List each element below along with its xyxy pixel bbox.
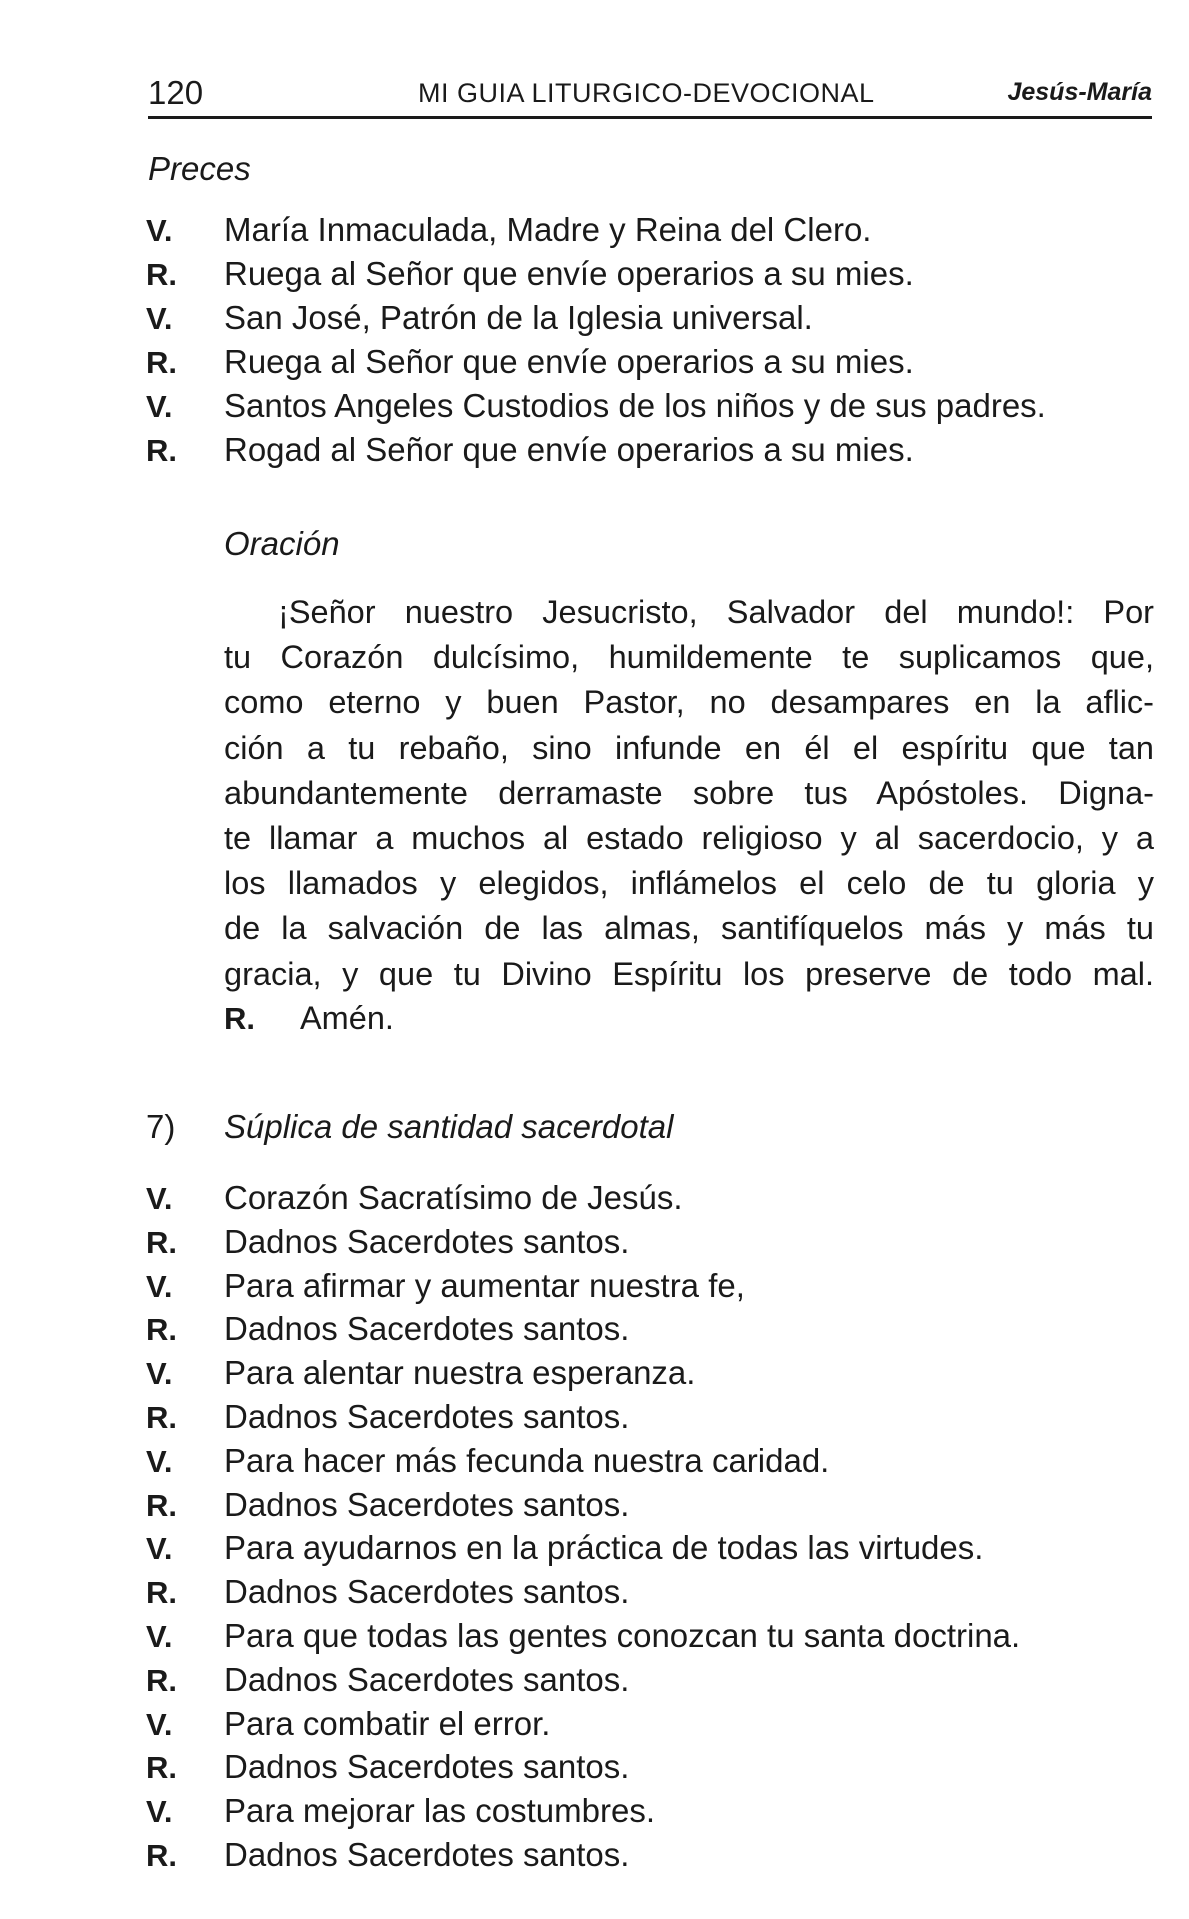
preces-list xyxy=(146,208,1046,472)
versicle-mark: V. xyxy=(146,1443,173,1479)
paragraph-line: como eterno y buen Pastor, no desampares en la aflic- xyxy=(224,684,1154,721)
versicle-mark: V. xyxy=(146,1531,173,1567)
line-text: Dadnos Sacerdotes santos. xyxy=(224,1222,630,1260)
list-item xyxy=(146,384,1046,428)
line-text: Para alentar nuestra esperanza. xyxy=(224,1354,696,1392)
versicle-mark: V. xyxy=(146,1794,173,1830)
oracion-heading: Oración xyxy=(224,525,340,562)
line-text: San José, Patrón de la Iglesia universal. xyxy=(224,299,813,336)
response-mark: R. xyxy=(146,1750,177,1786)
line-text: Para mejorar las costumbres. xyxy=(224,1792,655,1830)
list-item xyxy=(146,1395,1020,1439)
running-subtitle: Jesús-María xyxy=(1007,78,1152,106)
versicle-mark: V. xyxy=(146,1618,173,1654)
amen-line xyxy=(224,1000,394,1037)
list-item xyxy=(146,1614,1020,1658)
list-item xyxy=(146,340,1046,384)
line-text: Para afirmar y aumentar nuestra fe, xyxy=(224,1266,745,1304)
line-text: Para hacer más fecunda nuestra caridad. xyxy=(224,1441,830,1479)
oracion-paragraph xyxy=(224,590,1154,997)
list-item xyxy=(146,1264,1020,1308)
paragraph-line: tu Corazón dulcísimo, humildemente te suplicamos que, xyxy=(224,639,1154,676)
paragraph-line: abundantemente derramaste sobre tus Apóstoles. Digna- xyxy=(224,774,1154,811)
line-text: Dadnos Sacerdotes santos. xyxy=(224,1310,630,1348)
paragraph-line: te llamar a muchos al estado religioso y al sacerdocio, y a xyxy=(224,820,1154,857)
versicle-mark: V. xyxy=(146,213,173,248)
suplica-heading xyxy=(146,1108,673,1146)
line-text: Dadnos Sacerdotes santos. xyxy=(224,1835,630,1873)
list-item xyxy=(146,1483,1020,1527)
running-title: MI GUIA LITURGICO-DEVOCIONAL xyxy=(418,78,875,108)
response-mark: R. xyxy=(146,1224,177,1260)
versicle-mark: V. xyxy=(146,1268,173,1304)
list-item xyxy=(146,1745,1020,1789)
line-text: Para que todas las gentes conozcan tu santa doctrina. xyxy=(224,1616,1021,1654)
line-text: Dadnos Sacerdotes santos. xyxy=(224,1485,630,1523)
list-item xyxy=(146,208,1046,252)
line-text: Ruega al Señor que envíe operarios a su mies. xyxy=(224,343,914,380)
page-number: 120 xyxy=(148,74,204,111)
list-item xyxy=(146,1526,1020,1570)
preces-heading: Preces xyxy=(148,150,251,187)
line-text: Dadnos Sacerdotes santos. xyxy=(224,1397,630,1435)
section-number: 7) xyxy=(146,1108,176,1145)
list-item xyxy=(146,1702,1020,1746)
response-mark: R. xyxy=(146,1399,177,1435)
line-text: Para combatir el error. xyxy=(224,1704,551,1742)
list-item xyxy=(146,1351,1020,1395)
line-text: Dadnos Sacerdotes santos. xyxy=(224,1573,630,1611)
response-mark: R. xyxy=(146,1487,177,1523)
paragraph-line: gracia, y que tu Divino Espíritu los preserve de todo mal. xyxy=(224,955,1154,992)
response-mark: R. xyxy=(146,1575,177,1611)
line-text: Corazón Sacratísimo de Jesús. xyxy=(224,1179,683,1216)
amen-text: Amén. xyxy=(300,1000,394,1036)
response-mark: R. xyxy=(146,1312,177,1348)
versicle-mark: V. xyxy=(146,1181,173,1216)
response-mark: R. xyxy=(146,1662,177,1698)
response-mark: R. xyxy=(146,257,177,292)
line-text: María Inmaculada, Madre y Reina del Clero. xyxy=(224,211,872,248)
response-mark: R. xyxy=(146,1837,177,1873)
list-item xyxy=(146,296,1046,340)
line-text: Rogad al Señor que envíe operarios a su mies. xyxy=(224,431,914,468)
line-text: Ruega al Señor que envíe operarios a su mies. xyxy=(224,255,914,292)
line-text: Dadnos Sacerdotes santos. xyxy=(224,1660,630,1698)
versicle-mark: V. xyxy=(146,301,173,336)
response-mark: R. xyxy=(146,433,177,468)
versicle-mark: V. xyxy=(146,1706,173,1742)
line-text: Santos Angeles Custodios de los niños y de sus padres. xyxy=(224,387,1046,424)
list-item xyxy=(146,428,1046,472)
page-header xyxy=(148,70,1152,119)
line-text: Para ayudarnos en la práctica de todas las virtudes. xyxy=(224,1529,984,1567)
versicle-mark: V. xyxy=(146,389,173,424)
list-item xyxy=(146,1439,1020,1483)
list-item xyxy=(146,1176,1020,1220)
list-item xyxy=(146,1570,1020,1614)
list-item xyxy=(146,1833,1020,1877)
response-mark: R. xyxy=(224,1001,255,1036)
response-mark: R. xyxy=(146,345,177,380)
list-item xyxy=(146,1220,1020,1264)
suplica-list xyxy=(146,1176,1020,1877)
paragraph-line: ción a tu rebaño, sino infunde en él el espíritu que tan xyxy=(224,729,1154,766)
list-item xyxy=(146,1789,1020,1833)
paragraph-line: de la salvación de las almas, santifíquelos más y más tu xyxy=(224,910,1154,947)
line-text: Dadnos Sacerdotes santos. xyxy=(224,1748,630,1786)
versicle-mark: V. xyxy=(146,1356,173,1392)
list-item xyxy=(146,1307,1020,1351)
section-title: Súplica de santidad sacerdotal xyxy=(224,1108,674,1145)
paragraph-line: ¡Señor nuestro Jesucristo, Salvador del mundo!: Por xyxy=(278,594,1154,630)
list-item xyxy=(146,1658,1020,1702)
list-item xyxy=(146,252,1046,296)
paragraph-line: los llamados y elegidos, inflámelos el celo de tu gloria y xyxy=(224,865,1154,902)
